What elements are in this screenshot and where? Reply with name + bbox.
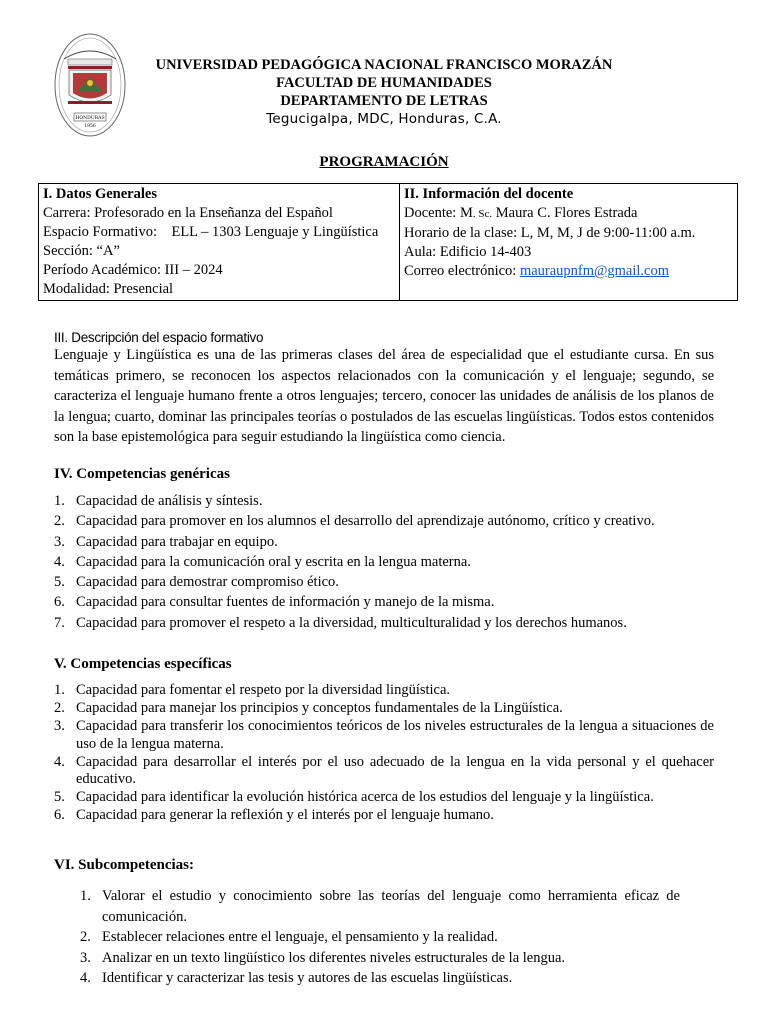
list-item-number: 2. (80, 929, 91, 945)
list-item-number: 4. (80, 970, 91, 986)
list-item-text: Capacidad para promover en los alumnos el desarrollo del aprendizaje autónomo, crítico y creativo. (76, 513, 655, 530)
list-item-text: Valorar el estudio y conocimiento sobre las teorías del lenguaje como herramienta eficaz de comunicación. (102, 888, 680, 925)
list-item (54, 572, 714, 592)
list-item-text: Capacidad de análisis y síntesis. (76, 493, 263, 509)
list-item-text: Capacidad para manejar los principios y conceptos fundamentales de la Lingüística. (76, 700, 563, 716)
list-item-text: Capacidad para la comunicación oral y escrita en la lengua materna. (76, 553, 471, 570)
list-item (54, 592, 714, 612)
list-item (54, 682, 714, 700)
svg-text:HONDURAS: HONDURAS (75, 116, 105, 121)
list-item-number: 4. (54, 553, 65, 570)
list-item-number: 7. (54, 614, 65, 631)
list-item-text: Establecer relaciones entre el lenguaje, el pensamiento y la realidad. (102, 929, 498, 945)
list-item-number: 3. (54, 718, 65, 734)
list-item (80, 948, 680, 969)
list-item-number: 1. (54, 682, 65, 698)
list-item-number: 3. (54, 533, 65, 550)
specific-competencies-heading: V. Competencias específicas (54, 656, 232, 672)
list-item-number: 2. (54, 700, 65, 716)
department-name: DEPARTAMENTO DE LETRAS (280, 93, 488, 109)
list-item-number: 6. (54, 594, 65, 611)
list-item-text: Capacidad para desarrollar el interés por el uso adecuado de la lengua en la vida personal y el quehacer educativo. (76, 753, 714, 787)
list-item (80, 968, 680, 989)
list-item-number: 2. (54, 513, 65, 530)
faculty-name: FACULTAD DE HUMANIDADES (276, 75, 492, 91)
list-item-text: Capacidad para generar la reflexión y el interés por el lenguaje humano. (76, 807, 494, 823)
list-item-number: 1. (54, 493, 65, 509)
document-title: PROGRAMACIÓN (319, 154, 449, 170)
description-paragraph: Lenguaje y Lingüística es una de las primeras clases del área de especialidad que el estudiante cursa. En sus temáticas primero, se reconocen los aspectos relacionados con la comunicación y el lenguaje; segundo, se caracteriza el lenguaje humano frente a otros lenguajes; tercero, conocer las unidades de análisis de los planos de la lengua; cuarto, dominar las principales teorías o postulados de las escuelas lingüísticas. Todos estos contenidos son la base epistemológica para seguir estudiando la lingüística como ciencia. (54, 347, 714, 445)
list-item-text: Analizar en un texto lingüístico los diferentes niveles estructurales de la lengua. (102, 949, 566, 966)
list-item-number: 5. (54, 789, 65, 805)
list-item-text: Capacidad para fomentar el respeto por la diversidad lingüística. (76, 682, 451, 698)
list-item-number: 3. (80, 949, 91, 966)
room-line: Aula: Edificio 14-403 (404, 244, 532, 260)
list-item-number: 4. (54, 753, 65, 770)
list-item (54, 754, 714, 789)
schedule-line: Horario de la clase: L, M, M, J de 9:00-11:00 a.m. (404, 225, 696, 241)
list-item (54, 511, 714, 531)
period-line: Período Académico: III – 2024 (43, 262, 223, 278)
city-line: Tegucigalpa, MDC, Honduras, C.A. (266, 111, 502, 127)
list-item (54, 532, 714, 552)
subcompetencies-list (80, 886, 680, 989)
modality-line: Modalidad: Presencial (43, 281, 174, 297)
list-item-text: Identificar y caracterizar las tesis y autores de las escuelas lingüísticas. (102, 970, 513, 986)
formative-space-line: Espacio Formativo: ELL – 1303 Lenguaje y Lingüística (43, 224, 379, 240)
subcompetencies-heading: VI. Subcompetencias: (54, 857, 195, 873)
email-line: Correo electrónico: mauraupnfm@gmail.com (404, 263, 670, 279)
generic-competencies-heading: IV. Competencias genéricas (54, 466, 230, 482)
university-seal-logo (54, 33, 126, 137)
list-item-number: 1. (80, 888, 91, 904)
career-line: Carrera: Profesorado en la Enseñanza del Español (43, 205, 333, 221)
list-item-text: Capacidad para trabajar en equipo. (76, 533, 278, 550)
list-item-number: 5. (54, 574, 65, 591)
generic-competencies-list (54, 491, 714, 633)
description-heading: III. Descripción del espacio formativo (54, 330, 264, 345)
list-item (54, 718, 714, 753)
list-item-text: Capacidad para identificar la evolución histórica acerca de los estudios del lenguaje y la lingüística. (76, 789, 654, 805)
list-item (80, 886, 680, 927)
general-data-cell (39, 184, 400, 301)
info-table (38, 183, 738, 301)
teacher-line: Docente: M. Sc. Maura C. Flores Estrada (404, 205, 638, 221)
list-item (54, 613, 714, 633)
section-line: Sección: “A” (43, 243, 120, 259)
list-item-text: Capacidad para transferir los conocimientos teóricos de los niveles estructurales de la lengua a situaciones de uso de la lengua materna. (76, 718, 714, 752)
list-item (80, 927, 680, 948)
list-item-number: 6. (54, 807, 65, 823)
teacher-info-heading: II. Información del docente (404, 186, 574, 202)
institution-header (130, 56, 638, 128)
teacher-info-cell (400, 184, 738, 301)
list-item (54, 789, 714, 807)
list-item-text: Capacidad para promover el respeto a la diversidad, multiculturalidad y los derechos humanos. (76, 614, 627, 631)
specific-competencies-list (54, 682, 714, 825)
list-item (54, 807, 714, 825)
svg-text:1956: 1956 (84, 124, 96, 129)
university-name: UNIVERSIDAD PEDAGÓGICA NACIONAL FRANCISCO MORAZÁN (155, 57, 613, 73)
list-item (54, 700, 714, 718)
list-item (54, 491, 714, 511)
email-link[interactable]: mauraupnfm@gmail.com (519, 263, 670, 279)
general-data-heading: I. Datos Generales (43, 186, 157, 202)
list-item-text: Capacidad para consultar fuentes de información y manejo de la misma. (76, 594, 495, 611)
list-item-text: Capacidad para demostrar compromiso ético. (76, 574, 339, 591)
list-item (54, 552, 714, 572)
